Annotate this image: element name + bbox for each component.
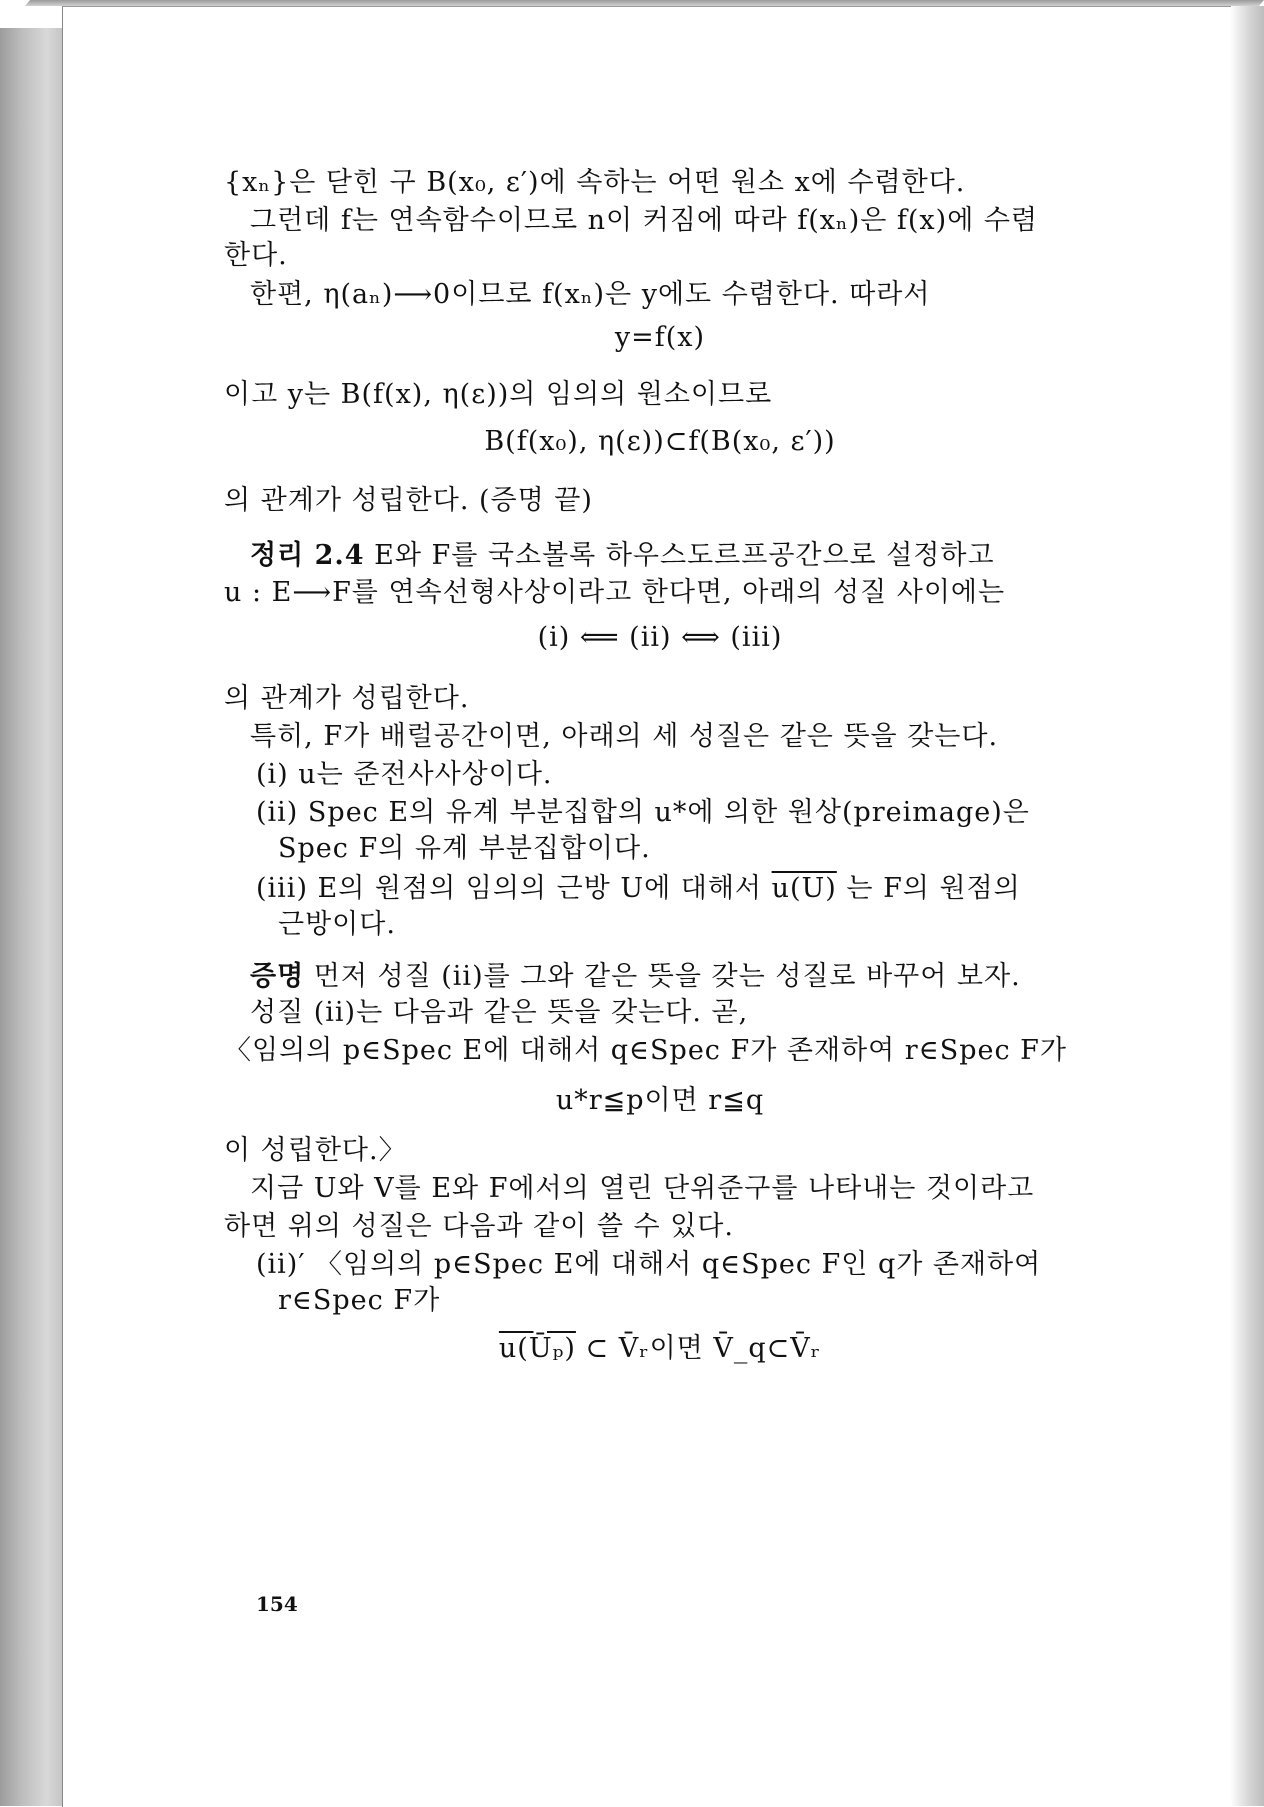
- text-line: 이 성립한다.〉: [224, 1135, 407, 1166]
- text-line: 한다.: [224, 240, 288, 271]
- equation: (i) ⟸ (ii) ⟺ (iii): [537, 622, 783, 653]
- page-number: 154: [256, 1592, 298, 1616]
- equation-text: ⊂ V̄ᵣ이면 V̄_q⊂V̄ᵣ: [585, 1333, 822, 1364]
- theorem-label: 정리 2.4: [250, 540, 365, 571]
- text-line: 하면 위의 성질은 다음과 같이 쓸 수 있다.: [224, 1211, 734, 1242]
- text-line: r∈Spec F가: [278, 1285, 441, 1316]
- list-item-text: (iii) E의 원점의 임의의 근방 U에 대해서: [256, 873, 762, 904]
- text-line: 의 관계가 성립한다.: [224, 683, 470, 714]
- list-item-text: 는 F의 원점의: [846, 873, 1021, 904]
- equation: B(f(x₀), η(ε))⊂f(B(x₀, ε′)): [484, 426, 836, 457]
- overline-term: u(Ūₚ): [498, 1333, 576, 1364]
- text-line: 특히, F가 배럴공간이면, 아래의 세 성질은 같은 뜻을 갖는다.: [250, 721, 999, 752]
- text-line: 한편, η(aₙ)⟶0이므로 f(xₙ)은 y에도 수렴한다. 따라서: [250, 279, 931, 310]
- text-line: 이고 y는 B(f(x), η(ε))의 임의의 원소이므로: [224, 379, 773, 410]
- text-line: Spec F의 유계 부분집합이다.: [278, 833, 651, 864]
- equation: [224, 1326, 1096, 1365]
- theorem-statement: [250, 533, 995, 572]
- equation: y=f(x): [614, 322, 706, 353]
- text-line: 의 관계가 성립한다. (증명 끝): [224, 485, 593, 516]
- page-shadow: [1230, 6, 1264, 1806]
- list-item: (ii) Spec E의 유계 부분집합의 u*에 의한 원상(preimage)은: [256, 797, 1030, 828]
- proof-label: 증명: [250, 961, 305, 992]
- list-item: (i) u는 준전사사상이다.: [256, 759, 553, 790]
- text-line: 그런데 f는 연속함수이므로 n이 커짐에 따라 f(xₙ)은 f(x)에 수렴: [250, 205, 1039, 236]
- equation: u*r≦p이면 r≦q: [555, 1085, 765, 1116]
- text-line: 근방이다.: [278, 909, 396, 940]
- text-line: u : E⟶F를 연속선형사상이라고 한다면, 아래의 성질 사이에는: [224, 577, 1006, 608]
- text-line: 성질 (ii)는 다음과 같은 뜻을 갖는다. 곧,: [250, 997, 749, 1028]
- text-line: 지금 U와 V를 E와 F에서의 열린 단위준구를 나타내는 것이라고: [250, 1173, 1035, 1204]
- proof-paragraph: [250, 954, 1021, 993]
- text-line: 〈임의의 p∈Spec E에 대해서 q∈Spec F가 존재하여 r∈Spec F가: [224, 1035, 1067, 1066]
- list-item: (ii)′ 〈임의의 p∈Spec E에 대해서 q∈Spec F인 q가 존재하여: [256, 1249, 1042, 1280]
- list-item: [256, 866, 1021, 905]
- book-spine-edge: [0, 28, 62, 1806]
- text-line: {xₙ}은 닫힌 구 B(x₀, ε′)에 속하는 어떤 원소 x에 수렴한다.: [224, 167, 966, 198]
- overline-term: u(U): [771, 873, 837, 904]
- theorem-text: E와 F를 국소볼록 하우스도르프공간으로 설정하고: [374, 540, 995, 571]
- proof-text: 먼저 성질 (ii)를 그와 같은 뜻을 갖는 성질로 바꾸어 보자.: [313, 961, 1021, 992]
